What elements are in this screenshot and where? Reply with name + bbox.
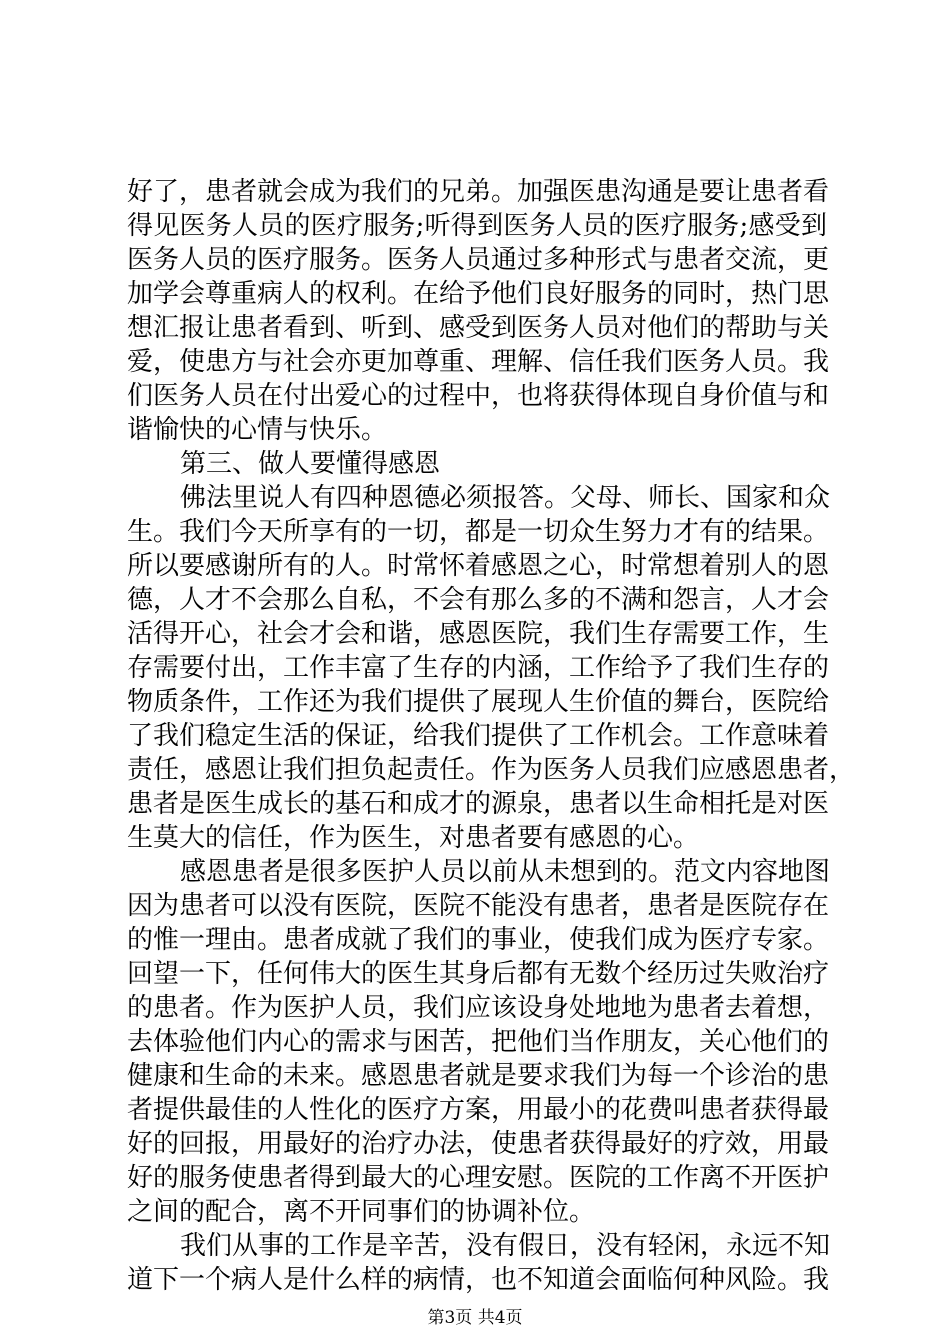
text-line: 患者是医生成长的基石和成才的源泉，患者以生命相托是对医 [127, 789, 830, 819]
text-line: 我们从事的工作是辛苦，没有假日，没有轻闲，永远不知 [180, 1231, 831, 1261]
text-line: 想汇报让患者看到、听到、感受到医务人员对他们的帮助与关 [127, 313, 830, 343]
text-line: 医务人员的医疗服务。医务人员通过多种形式与患者交流，更 [127, 245, 830, 275]
text-line: 因为患者可以没有医院，医院不能没有患者，患者是医院存在 [127, 891, 830, 921]
page-number-footer: 第3页 共4页 [427, 1308, 523, 1328]
text-line: 活得开心，社会才会和谐，感恩医院，我们生存需要工作，生 [127, 619, 830, 649]
text-line: 佛法里说人有四种恩德必须报答。父母、师长、国家和众 [180, 483, 831, 513]
text-line: 谐愉快的心情与快乐。 [127, 415, 388, 445]
text-line: 好的回报，用最好的治疗办法，使患者获得最好的疗效，用最 [127, 1129, 830, 1159]
text-line: 存需要付出，工作丰富了生存的内涵，工作给予了我们生存的 [127, 653, 830, 683]
text-line: 生莫大的信任，作为医生，对患者要有感恩的心。 [127, 823, 700, 853]
text-line: 了我们稳定生活的保证，给我们提供了工作机会。工作意味着 [127, 721, 830, 751]
text-line: 所以要感谢所有的人。时常怀着感恩之心，时常想着别人的恩 [127, 551, 830, 581]
section-heading: 第三、做人要懂得感恩 [180, 449, 441, 479]
text-line: 好了，患者就会成为我们的兄弟。加强医患沟通是要让患者看 [127, 177, 830, 207]
text-line: 健康和生命的未来。感恩患者就是要求我们为每一个诊治的患 [127, 1061, 830, 1091]
text-line: 爱，使患方与社会亦更加尊重、理解、信任我们医务人员。我 [127, 347, 830, 377]
text-line: 道下一个病人是什么样的病情，也不知道会面临何种风险。我 [127, 1265, 830, 1295]
text-line: 去体验他们内心的需求与困苦，把他们当作朋友，关心他们的 [127, 1027, 830, 1057]
text-line: 的患者。作为医护人员，我们应该设身处地地为患者去着想， [127, 993, 830, 1023]
text-line: 德，人才不会那么自私，不会有那么多的不满和怨言，人才会 [127, 585, 830, 615]
text-line: 感恩患者是很多医护人员以前从未想到的。范文内容地图 [180, 857, 831, 887]
text-line: 的惟一理由。患者成就了我们的事业，使我们成为医疗专家。 [127, 925, 830, 955]
text-line: 得见医务人员的医疗服务;听得到医务人员的医疗服务;感受到 [127, 211, 827, 241]
text-line: 之间的配合，离不开同事们的协调补位。 [127, 1197, 596, 1227]
text-line: 责任，感恩让我们担负起责任。作为医务人员我们应感恩患者， [127, 755, 856, 785]
text-line: 者提供最佳的人性化的医疗方案，用最小的花费叫患者获得最 [127, 1095, 830, 1125]
text-line: 生。我们今天所享有的一切，都是一切众生努力才有的结果。 [127, 517, 830, 547]
text-line: 们医务人员在付出爱心的过程中，也将获得体现自身价值与和 [127, 381, 830, 411]
text-line: 加学会尊重病人的权利。在给予他们良好服务的同时，热门思 [127, 279, 830, 309]
text-line: 回望一下，任何伟大的医生其身后都有无数个经历过失败治疗 [127, 959, 830, 989]
text-line: 物质条件，工作还为我们提供了展现人生价值的舞台，医院给 [127, 687, 830, 717]
text-line: 好的服务使患者得到最大的心理安慰。医院的工作离不开医护 [127, 1163, 830, 1193]
